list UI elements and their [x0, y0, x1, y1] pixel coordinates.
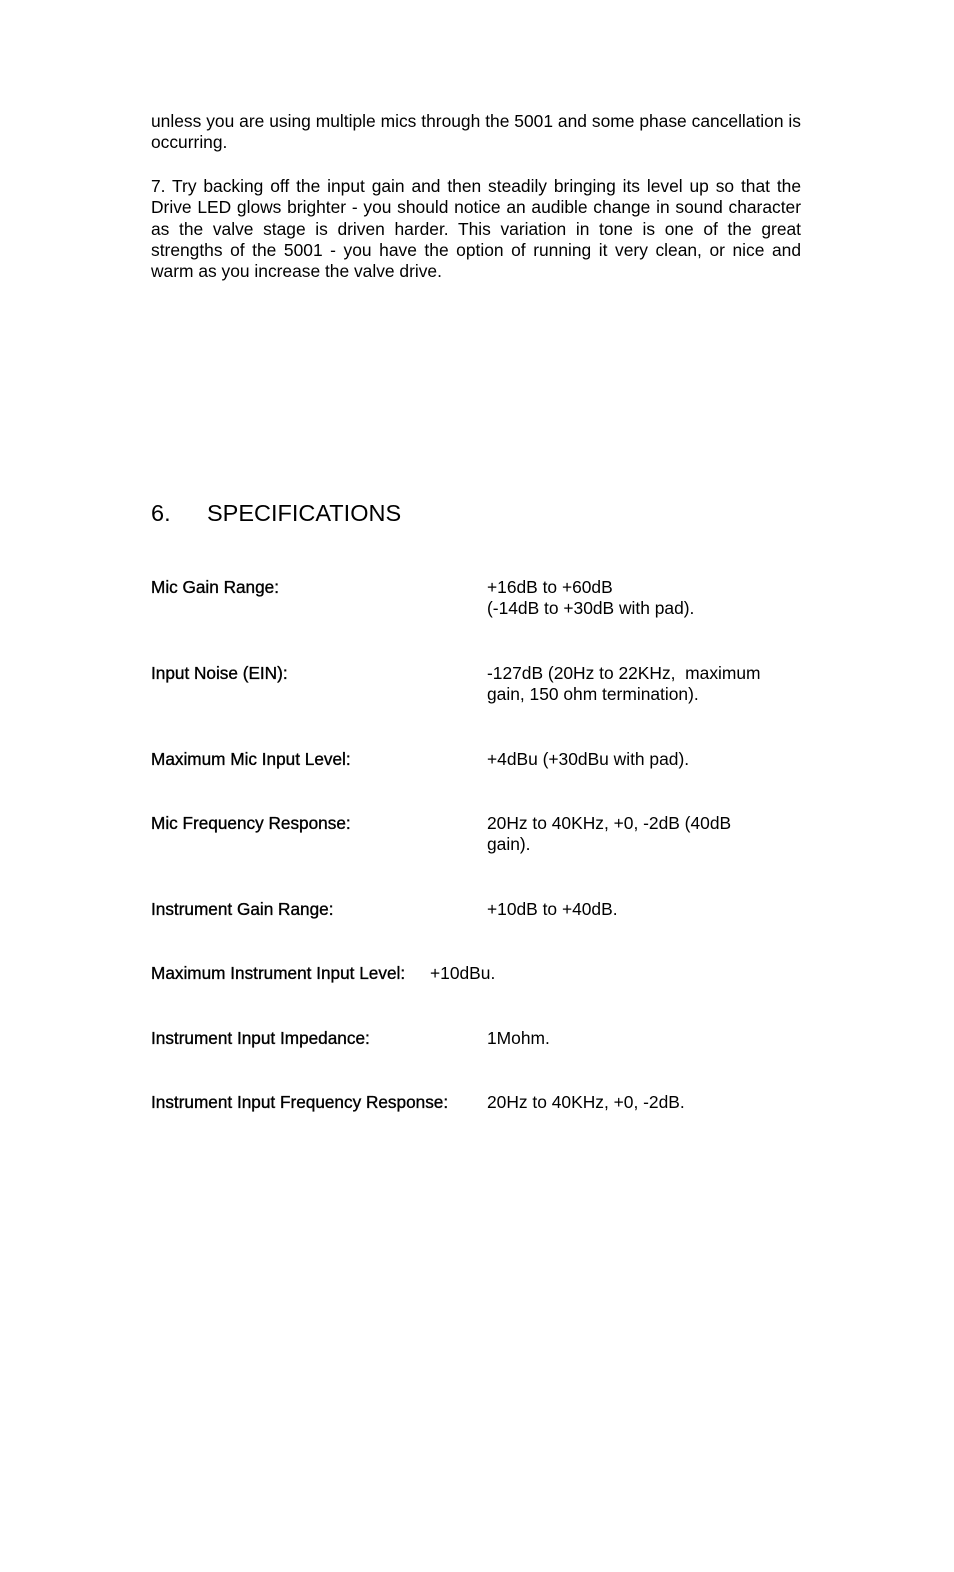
spec-value — [430, 963, 740, 984]
spec-value — [487, 749, 797, 770]
spec-value-line: 1Mohm. — [487, 1028, 550, 1048]
spec-value-line: 20Hz to 40KHz, +0, -2dB (40dB — [487, 813, 732, 833]
spec-label: Mic Gain Range: — [151, 577, 280, 597]
spec-value-line: +16dB to +60dB — [487, 577, 613, 597]
spec-value — [487, 577, 797, 620]
spec-label: Input Noise (EIN): — [151, 663, 288, 683]
section-heading — [151, 498, 401, 528]
spec-value-line: gain). — [487, 834, 531, 855]
spec-value-line: gain, 150 ohm termination). — [487, 684, 699, 705]
spec-value-line: +4dBu (+30dBu with pad). — [487, 749, 690, 769]
spec-value — [487, 813, 797, 856]
spec-value-line: (-14dB to +30dB with pad). — [487, 598, 695, 619]
spec-value-line: 20Hz to 40KHz, +0, -2dB. — [487, 1092, 685, 1112]
spec-label: Instrument Input Frequency Response: — [151, 1092, 449, 1112]
spec-value — [487, 899, 797, 920]
spec-value — [487, 663, 797, 706]
spec-value — [487, 1092, 797, 1113]
spec-label: Maximum Mic Input Level: — [151, 749, 351, 769]
spec-value-line: +10dBu. — [430, 963, 496, 983]
spec-label: Maximum Instrument Input Level: — [151, 963, 406, 983]
body-paragraph: unless you are using multiple mics through the 5001 and some phase cancellation is occurring. — [151, 111, 801, 153]
spec-value-line: +10dB to +40dB. — [487, 899, 618, 919]
spec-label: Instrument Input Impedance: — [151, 1028, 370, 1048]
spec-value — [487, 1028, 797, 1049]
spec-value-line: -127dB (20Hz to 22KHz, maximum — [487, 663, 761, 683]
body-paragraph: 7. Try backing off the input gain and then steadily bringing its level up so that the Drive LED glows brighter - you should notice an audible change in sound character as the valve stage is driven harder. This variation in tone is one of the great strengths of the 5001 - you have the option of running it very clean, or nice and warm as you increase the valve drive. — [151, 176, 801, 282]
section-number: 6. — [151, 500, 171, 526]
spec-label: Instrument Gain Range: — [151, 899, 334, 919]
spec-label: Mic Frequency Response: — [151, 813, 351, 833]
section-title: SPECIFICATIONS — [207, 500, 402, 526]
